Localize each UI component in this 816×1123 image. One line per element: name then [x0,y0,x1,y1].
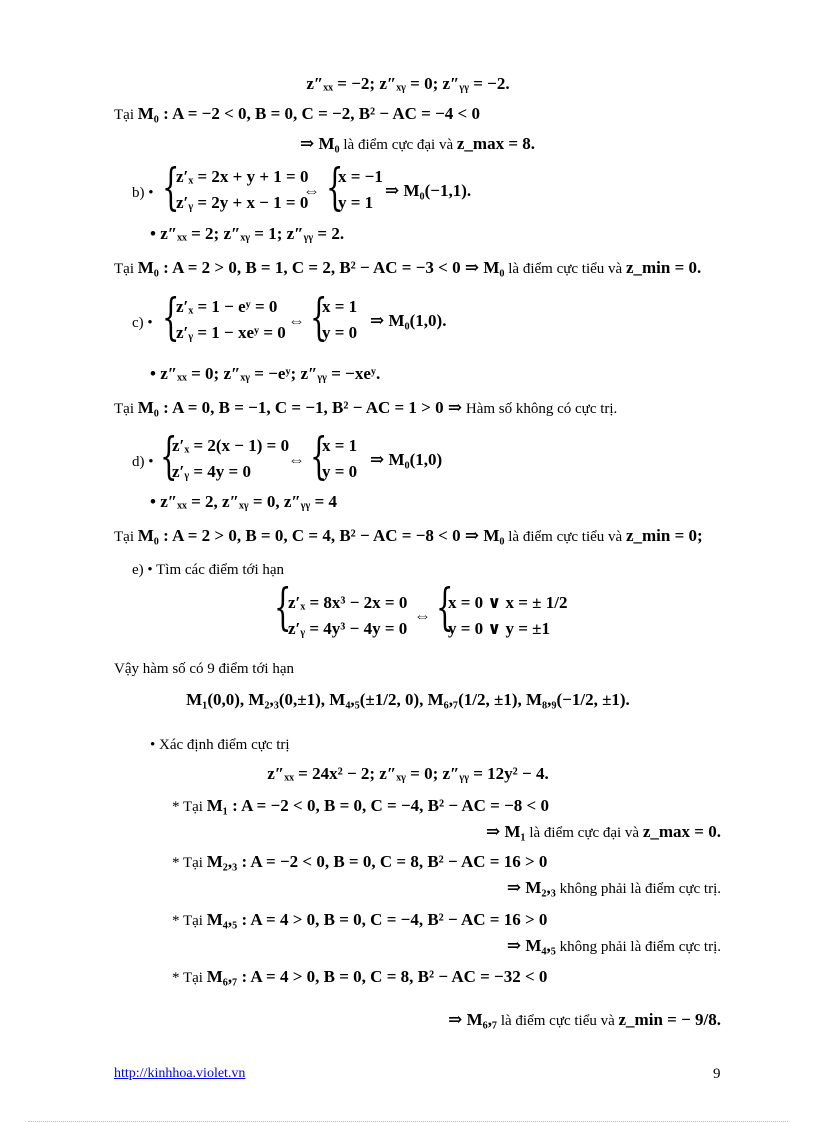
at-m0-b-line: Tại M₀ : A = 2 > 0, B = 1, C = 2, B² − AC = −3 < 0 ⇒ M₀ là điểm cực tiểu và z_min = 0. [114,258,702,277]
brace-icon: { [310,288,328,346]
at-m0-c-line: Tại M₀ : A = 0, B = −1, C = −1, B² − AC = 1 > 0 ⇒ Hàm số không có cực trị. [114,398,618,417]
conclusion-a: ⇒ M₀ là điểm cực đại và z_max = 8. [300,134,536,153]
m23-condition: * Tại M₂,₃ : A = −2 < 0, B = 0, C = 8, B² − AC = 16 > 0 [172,852,548,871]
brace-icon: { [162,288,180,346]
tai-label: Tại [114,107,134,123]
at-m0-a-line [114,104,480,125]
part-c-second-derivatives: • z″ₓₓ = 0; z″ₓᵧ = −eʸ; z″ᵧᵧ = −xeʸ. [150,364,381,383]
part-d-system: z′ₓ = 2(x − 1) = 0 z′ᵧ = 4y = 0 [172,436,290,481]
part-d-result: ⇒ M₀(1,0) [370,450,443,469]
part-b-solution: x = −1 y = 1 [338,167,383,212]
bottom-divider [28,1121,788,1122]
brace-icon: { [436,578,454,636]
condition-a: M₀ : A = −2 < 0, B = 0, C = −2, B² − AC = −4 < 0 [137,104,480,123]
critical-points-list: M₁(0,0), M₂,₃(0,±1), M₄,₅(±1/2, 0), M₆,₇(1/2, ±1), M₈,₉(−1/2, ±1). [186,690,630,709]
m67-condition: * Tại M₆,₇ : A = 4 > 0, B = 0, C = 8, B² − AC = −32 < 0 [172,967,548,986]
part-d-solution: x = 1 y = 0 [322,436,358,481]
m45-result: ⇒ M₄,₅ không phải là điểm cực trị. [506,936,721,955]
part-c-result: ⇒ M₀(1,0). [370,311,447,330]
brace-icon: { [326,158,344,216]
second-derivatives-a: z″ₓₓ = −2; z″ₓᵧ = 0; z″ᵧᵧ = −2. [306,74,510,93]
part-c-solution: x = 1 y = 0 [322,297,358,342]
part-b-system: z′ₓ = 2x + y + 1 = 0 z′ᵧ = 2y + x − 1 = 0 [176,167,309,212]
part-b-result: ⇒ M₀(−1,1). [385,181,472,200]
m23-result: ⇒ M₂,₃ không phải là điểm cực trị. [506,878,721,897]
footer-link[interactable]: http://kinhhoa.violet.vn [114,1066,246,1081]
m45-condition: * Tại M₄,₅ : A = 4 > 0, B = 0, C = −4, B² − AC = 16 > 0 [172,910,548,929]
brace-icon: { [162,158,180,216]
m67-result: ⇒ M₆,₇ là điểm cực tiểu và z_min = − 9/8. [448,1010,721,1029]
part-e-second-derivatives: z″ₓₓ = 24x² − 2; z″ₓᵧ = 0; z″ᵧᵧ = 12y² − 4. [267,764,549,783]
page-number: 9 [713,1066,721,1082]
part-e-solution: x = 0 ∨ x = ± 1/2 y = 0 ∨ y = ±1 [448,593,568,638]
part-b-second-derivatives: • z″ₓₓ = 2; z″ₓᵧ = 1; z″ᵧᵧ = 2. [150,224,345,243]
at-m0-d-line: Tại M₀ : A = 2 > 0, B = 0, C = 4, B² − AC = −8 < 0 ⇒ M₀ là điểm cực tiểu và z_min = 0; [114,526,703,545]
part-b-label: b) • [132,185,154,201]
determine-extrema: • Xác định điểm cực trị [150,737,290,753]
part-c-system: z′ₓ = 1 − eʸ = 0 z′ᵧ = 1 − xeʸ = 0 [176,297,286,342]
part-e-system: z′ₓ = 8x³ − 2x = 0 z′ᵧ = 4y³ − 4y = 0 [288,593,408,638]
critical-points-intro: Vậy hàm số có 9 điểm tới hạn [114,661,294,677]
m1-condition: * Tại M₁ : A = −2 < 0, B = 0, C = −4, B² − AC = −8 < 0 [172,796,549,815]
part-c-label: c) • [132,315,153,331]
part-d-label: d) • [132,454,154,470]
part-e-intro: e) • Tìm các điểm tới hạn [132,562,285,578]
brace-icon: { [310,427,328,485]
m1-result: ⇒ M₁ là điểm cực đại và z_max = 0. [485,822,721,841]
brace-icon: { [274,578,292,636]
part-d-second-derivatives: • z″ₓₓ = 2, z″ₓᵧ = 0, z″ᵧᵧ = 4 [150,492,337,511]
brace-icon: { [160,427,178,485]
